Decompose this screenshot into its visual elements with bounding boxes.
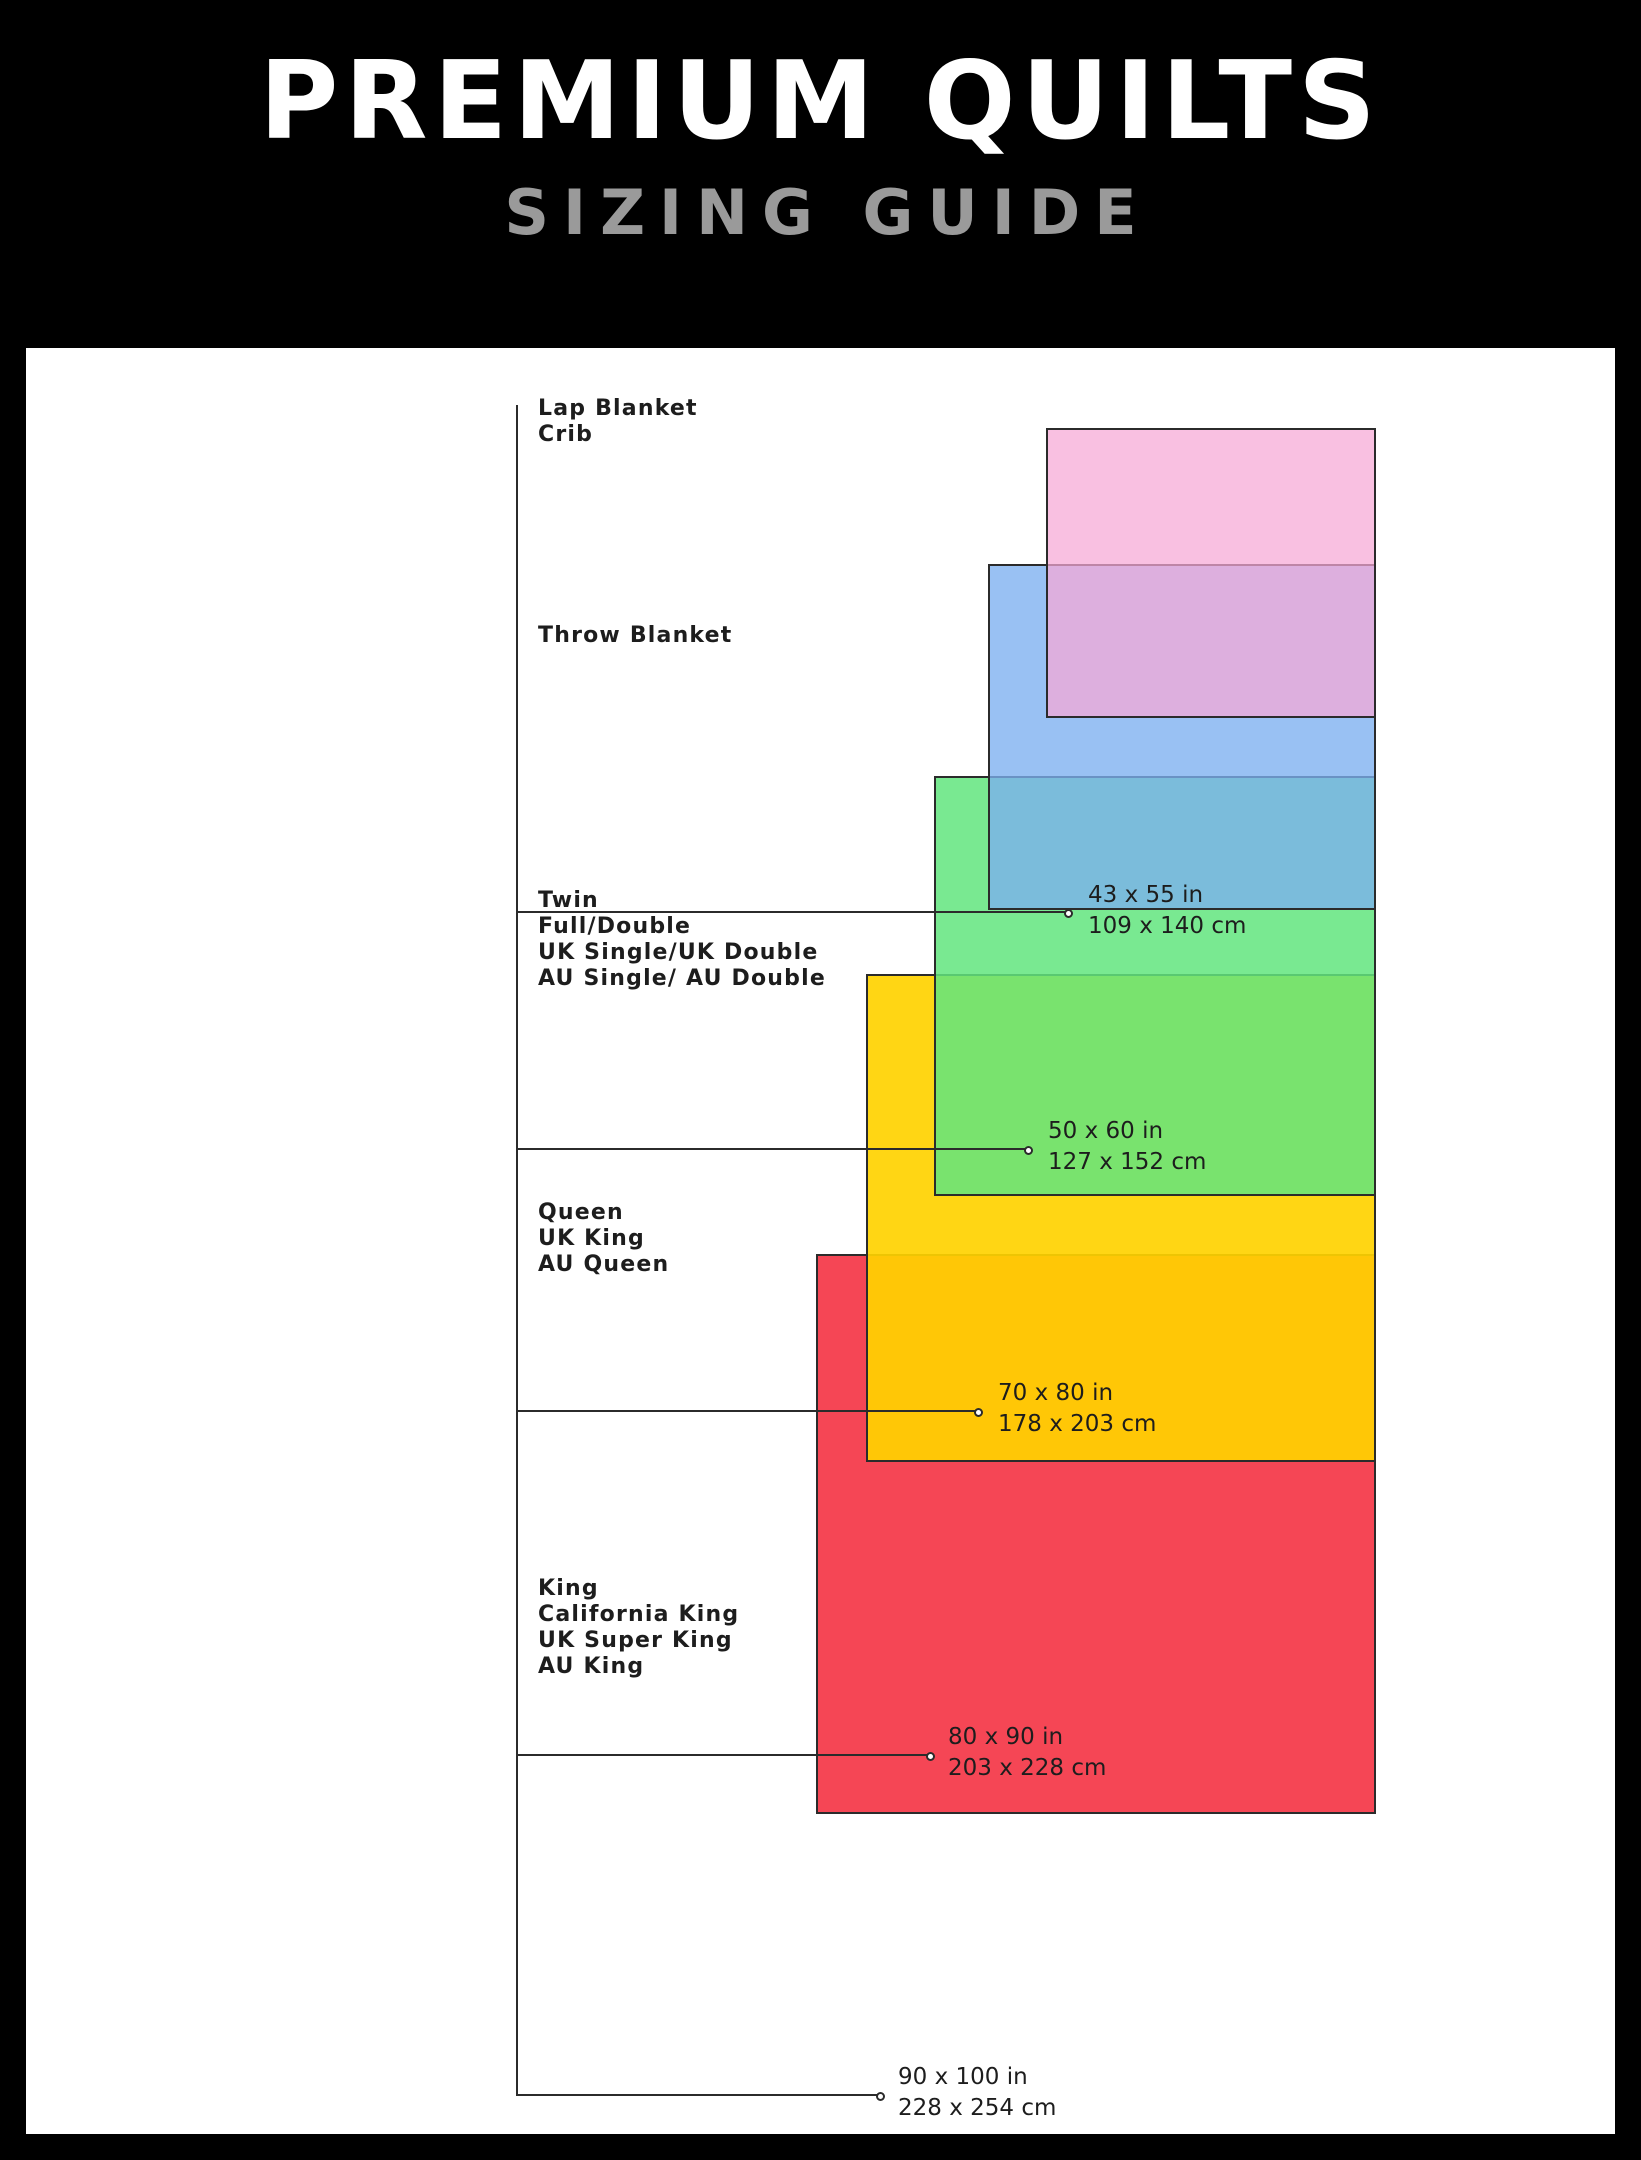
label-queen-2: AU Queen bbox=[538, 1251, 670, 1277]
label-king-0: King bbox=[538, 1576, 599, 1601]
label-group-twin bbox=[538, 888, 826, 992]
dimension-twin-cm: 178 x 203 cm bbox=[998, 1411, 1157, 1438]
leader-dot-throw bbox=[1024, 1146, 1033, 1155]
dimension-queen-cm: 203 x 228 cm bbox=[948, 1755, 1107, 1782]
header-banner bbox=[0, 0, 1641, 330]
label-crib-1: Crib bbox=[538, 421, 594, 447]
dimension-throw-in: 50 x 60 in bbox=[1048, 1118, 1164, 1144]
size-block-crib bbox=[1046, 428, 1376, 718]
label-king-3: AU King bbox=[538, 1653, 645, 1679]
dimension-throw-cm: 127 x 152 cm bbox=[1048, 1149, 1207, 1176]
label-king-1: California King bbox=[538, 1601, 740, 1627]
dimension-queen-in: 80 x 90 in bbox=[948, 1724, 1064, 1750]
dimension-crib-cm: 109 x 140 cm bbox=[1088, 913, 1247, 940]
label-twin-1: Full/Double bbox=[538, 913, 692, 939]
dimension-king-in: 90 x 100 in bbox=[898, 2064, 1028, 2090]
label-twin-3: AU Single/ AU Double bbox=[538, 965, 826, 991]
label-group-queen bbox=[538, 1200, 669, 1278]
dimension-king-cm: 228 x 254 cm bbox=[898, 2095, 1057, 2122]
label-queen-0: Queen bbox=[538, 1200, 624, 1225]
page-subtitle: SIZING GUIDE bbox=[504, 176, 1151, 249]
dimension-twin-in: 70 x 80 in bbox=[998, 1380, 1114, 1406]
label-group-crib bbox=[538, 396, 698, 448]
dimension-crib bbox=[1088, 880, 1246, 942]
dimension-twin bbox=[998, 1378, 1156, 1440]
page-title: PREMIUM QUILTS bbox=[259, 39, 1382, 164]
dimension-crib-in: 43 x 55 in bbox=[1088, 882, 1204, 908]
leader-dot-queen bbox=[926, 1752, 935, 1761]
label-twin-0: Twin bbox=[538, 888, 599, 913]
label-group-king bbox=[538, 1576, 739, 1680]
label-throw-0: Throw Blanket bbox=[538, 623, 733, 648]
dimension-king bbox=[898, 2062, 1056, 2124]
label-twin-2: UK Single/UK Double bbox=[538, 939, 819, 965]
label-crib-0: Lap Blanket bbox=[538, 396, 698, 421]
label-group-throw bbox=[538, 623, 733, 649]
leader-dot-twin bbox=[974, 1408, 983, 1417]
dimension-throw bbox=[1048, 1116, 1206, 1178]
leader-dot-king bbox=[876, 2092, 885, 2101]
label-queen-1: UK King bbox=[538, 1225, 645, 1251]
leader-dot-crib bbox=[1064, 909, 1073, 918]
chart-canvas bbox=[26, 348, 1615, 2134]
dimension-queen bbox=[948, 1722, 1106, 1784]
label-king-2: UK Super King bbox=[538, 1627, 733, 1653]
